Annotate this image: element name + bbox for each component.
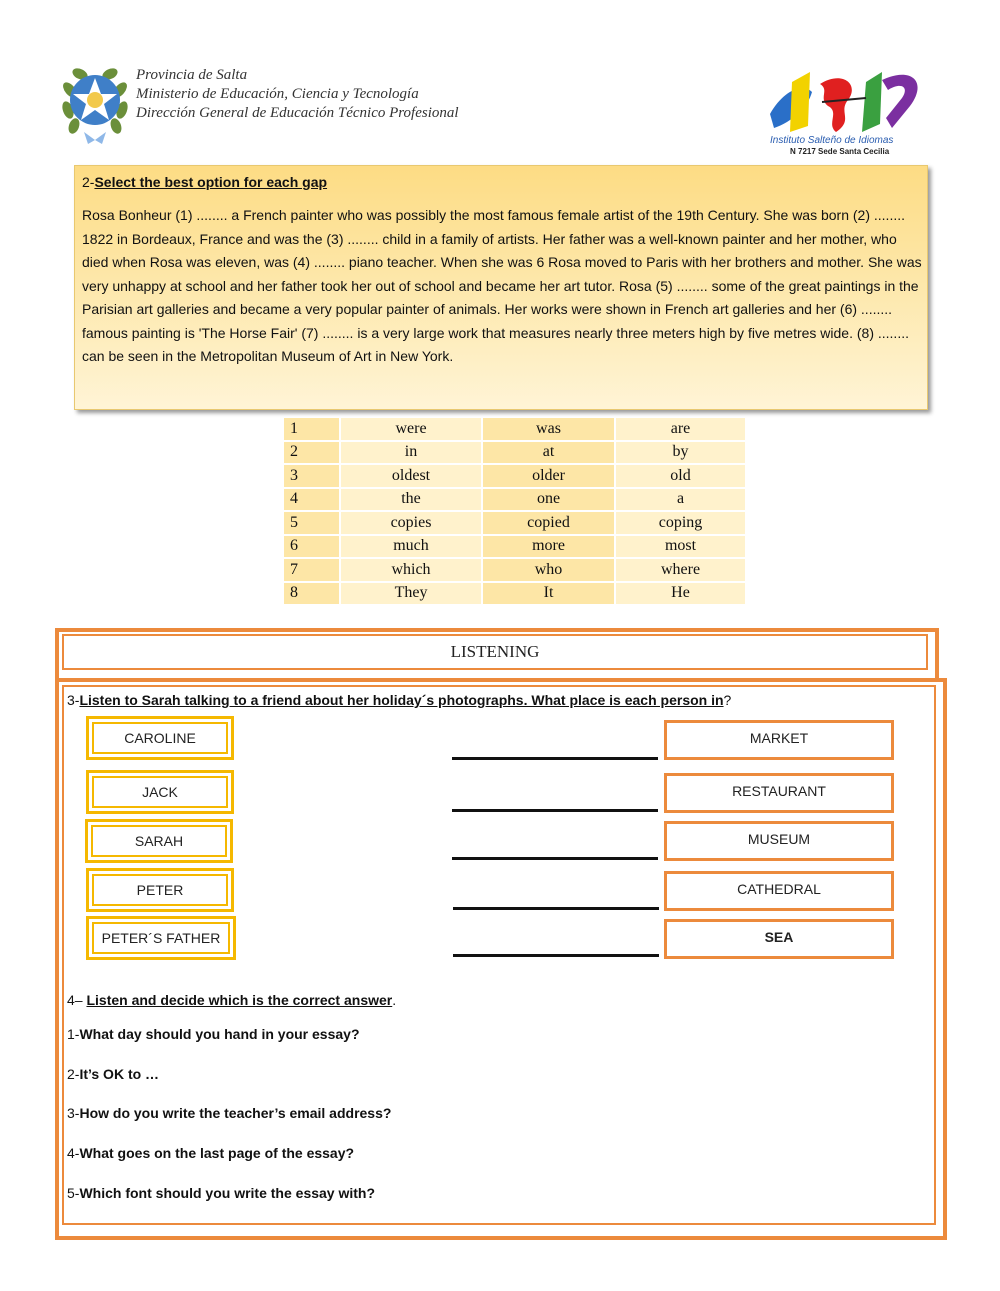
question-item: [67, 1066, 159, 1082]
place-box-market[interactable]: MARKET: [664, 720, 894, 760]
person-label: PETER´S FATHER: [92, 922, 230, 954]
answer-line[interactable]: [453, 954, 659, 957]
reading-title: [82, 174, 327, 190]
table-row: [284, 489, 745, 511]
option-a[interactable]: were: [341, 418, 481, 440]
question-item: [67, 1026, 360, 1042]
option-number: 1: [284, 418, 339, 440]
table-row: [284, 465, 745, 487]
q3-number: 3-: [67, 692, 80, 708]
question-number: 5-: [67, 1185, 80, 1201]
answer-line[interactable]: [453, 907, 659, 910]
option-number: 3: [284, 465, 339, 487]
question-item: [67, 1105, 391, 1121]
option-c[interactable]: old: [616, 465, 745, 487]
question-number: 4-: [67, 1145, 80, 1161]
reading-instruction: Select the best option for each gap: [94, 174, 328, 190]
option-c[interactable]: by: [616, 442, 745, 464]
table-row: [284, 559, 745, 581]
person-label: CAROLINE: [92, 722, 228, 754]
option-a[interactable]: which: [341, 559, 481, 581]
option-number: 8: [284, 583, 339, 605]
option-a[interactable]: oldest: [341, 465, 481, 487]
option-number: 5: [284, 512, 339, 534]
option-c[interactable]: where: [616, 559, 745, 581]
logo-branch-text: N 7217 Sede Santa Cecilia: [790, 147, 890, 156]
q4-text: Listen and decide which is the correct answer: [86, 992, 393, 1008]
place-box-museum[interactable]: MUSEUM: [664, 821, 894, 861]
answer-line[interactable]: [452, 757, 658, 760]
person-box-sarah[interactable]: [85, 819, 233, 863]
option-b[interactable]: copied: [483, 512, 614, 534]
question-number: 2-: [67, 1066, 80, 1082]
question-3-instruction: [67, 692, 731, 708]
person-label: JACK: [92, 776, 228, 808]
table-row: [284, 583, 745, 605]
reading-number: 2-: [82, 174, 95, 190]
person-box-peters-father[interactable]: [86, 916, 236, 960]
province-seal-logo: [60, 60, 130, 148]
option-b[interactable]: was: [483, 418, 614, 440]
answer-line[interactable]: [452, 857, 658, 860]
option-number: 2: [284, 442, 339, 464]
q3-text: Listen to Sarah talking to a friend about her holiday´s photographs. What place is each person in: [79, 692, 724, 708]
option-a[interactable]: in: [341, 442, 481, 464]
option-number: 6: [284, 536, 339, 558]
q3-question-mark: ?: [723, 692, 732, 708]
header-line-direction: Dirección General de Educación Técnico Profesional: [136, 105, 459, 121]
option-b[interactable]: older: [483, 465, 614, 487]
listening-title: LISTENING: [62, 634, 928, 670]
option-a[interactable]: the: [341, 489, 481, 511]
question-number: 3-: [67, 1105, 80, 1121]
question-text: Which font should you write the essay with?: [79, 1185, 376, 1201]
table-row: [284, 512, 745, 534]
question-text: How do you write the teacher’s email address?: [79, 1105, 392, 1121]
person-box-caroline[interactable]: [86, 716, 234, 760]
reading-exercise-box: [74, 165, 928, 410]
place-box-sea[interactable]: SEA: [664, 919, 894, 959]
q4-number: 4–: [67, 992, 87, 1008]
option-b[interactable]: one: [483, 489, 614, 511]
option-b[interactable]: It: [483, 583, 614, 605]
question-text: It’s OK to …: [79, 1066, 160, 1082]
person-box-peter[interactable]: [86, 868, 234, 912]
option-c[interactable]: a: [616, 489, 745, 511]
option-a[interactable]: copies: [341, 512, 481, 534]
option-number: 4: [284, 489, 339, 511]
option-b[interactable]: more: [483, 536, 614, 558]
person-label: PETER: [92, 874, 228, 906]
option-c[interactable]: coping: [616, 512, 745, 534]
table-row: [284, 442, 745, 464]
option-number: 7: [284, 559, 339, 581]
table-row: [284, 536, 745, 558]
q4-end: .: [392, 992, 397, 1008]
option-c[interactable]: most: [616, 536, 745, 558]
question-item: [67, 1185, 375, 1201]
reading-paragraph: Rosa Bonheur (1) ........ a French painter who was possibly the most famous female artist of the 19th Century. She was born (2) ........ 1822 in Bordeaux, France and was the (3) ........ child in a family of artists. Her father was a well-known painter and her mother, who died when Rosa was eleven, was (4) ........ piano teacher. When she was 6 Rosa moved to Paris with her brothers and mother. She was very unhappy at school and her father took her out of school and became her art tutor. Rosa (5) ........ some of the great paintings in the Parisian art galleries and became a very popular painter of animals. Her works were shown in French art galleries and her (6) ........ famous painting is 'The Horse Fair' (7) ........ is a very large work that measures nearly three meters high by five metres wide. (8) ........ can be seen in the Metropolitan Museum of Art in New York.: [82, 207, 922, 364]
option-b[interactable]: at: [483, 442, 614, 464]
question-number: 1-: [67, 1026, 80, 1042]
question-item: [67, 1145, 354, 1161]
place-box-cathedral[interactable]: CATHEDRAL: [664, 871, 894, 911]
table-row: [284, 418, 745, 440]
question-4-instruction: [67, 992, 396, 1008]
place-box-restaurant[interactable]: RESTAURANT: [664, 773, 894, 813]
answer-line[interactable]: [452, 809, 658, 812]
header-line-province: Provincia de Salta: [136, 67, 248, 83]
option-a[interactable]: much: [341, 536, 481, 558]
question-text: What day should you hand in your essay?: [79, 1026, 360, 1042]
option-a[interactable]: They: [341, 583, 481, 605]
logo-name-text: Instituto Salteño de Idiomas: [770, 135, 894, 146]
person-box-jack[interactable]: [86, 770, 234, 814]
header-institution-text: [136, 66, 459, 123]
options-table: [282, 416, 747, 606]
question-text: What goes on the last page of the essay?: [79, 1145, 355, 1161]
option-b[interactable]: who: [483, 559, 614, 581]
person-label: SARAH: [91, 825, 227, 857]
option-c[interactable]: He: [616, 583, 745, 605]
option-c[interactable]: are: [616, 418, 745, 440]
header-line-ministry: Ministerio de Educación, Ciencia y Tecnología: [136, 86, 419, 102]
